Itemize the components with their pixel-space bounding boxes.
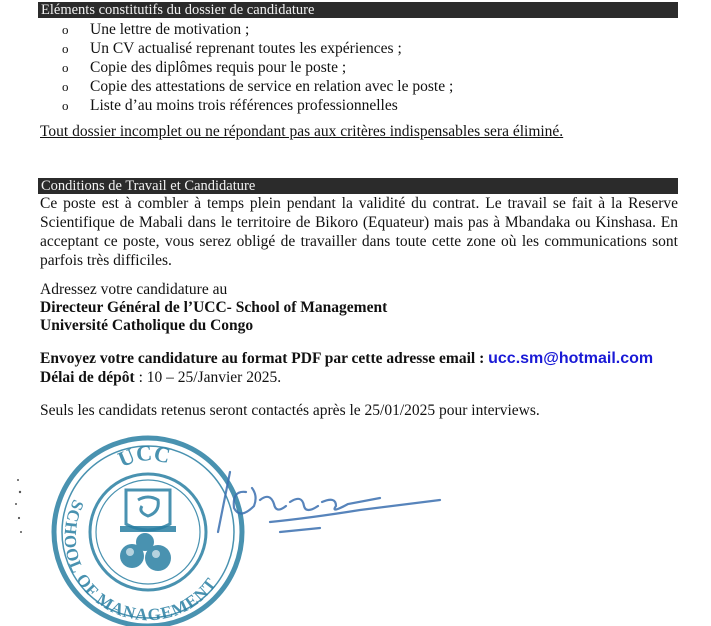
list-item [62,58,453,77]
work-conditions-paragraph: Ce poste est à combler à temps plein pendant la validité du contrat. Le travail se fait à la Reserve Scientifique de Mabali dans le territoire de Bikoro (Equateur) mais pas à Mbandaka ou Kinshasa. En acceptant ce poste, vous serez obligé de travailler dans toute cette zone où les communications sont parfois très difficiles. [40,195,678,269]
bullet-marker: o [62,98,69,113]
required-documents-list [62,20,453,115]
bullet-marker: o [62,60,69,75]
list-item-text: Une lettre de motivation ; [90,21,250,38]
closing-note: Seuls les candidats retenus seront contactés après le 25/01/2025 pour interviews. [40,402,540,419]
list-item [62,39,453,58]
bullet-marker: o [62,22,69,37]
svg-text:UCC: UCC [114,439,173,472]
list-item [62,96,453,115]
section-title: Conditions de Travail et Candidature [41,178,256,194]
recipient-institution: Université Catholique du Congo [40,317,254,334]
list-item-text: Liste d’au moins trois références professionnelles [90,97,398,114]
recipient-title: Directeur Général de l’UCC- School of Management [40,299,388,316]
list-item-text: Un CV actualisé reprenant toutes les expériences ; [90,40,402,57]
address-intro: Adressez votre candidature au [40,281,228,298]
incomplete-dossier-warning: Tout dossier incomplet ou ne répondant pas aux critères indispensables sera éliminé. [40,123,564,140]
scan-specks-icon [0,470,40,550]
email-instruction [40,349,653,368]
deadline-label: Délai de dépôt [40,369,135,386]
list-item-text: Copie des diplômes requis pour le poste ; [90,59,347,76]
svg-text:SCHOOL OF MANAGEMENT: SCHOOL OF MANAGEMENT [60,497,221,625]
section-title: Eléments constitutifs du dossier de candidature [41,2,315,18]
list-item-text: Copie des attestations de service en relation avec le poste ; [90,78,454,95]
deadline [40,368,281,387]
email-address-link[interactable]: ucc.sm@hotmail.com [488,350,654,367]
bullet-marker: o [62,79,69,94]
list-item [62,20,453,39]
section-header-conditions [38,178,678,194]
bullet-marker: o [62,41,69,56]
section-header-dossier [38,2,678,18]
email-prompt: Envoyez votre candidature au format PDF par cette adresse email : [40,350,489,367]
list-item [62,77,453,96]
signature-icon [210,462,460,552]
deadline-value: : 10 – 25/Janvier 2025. [134,369,282,386]
